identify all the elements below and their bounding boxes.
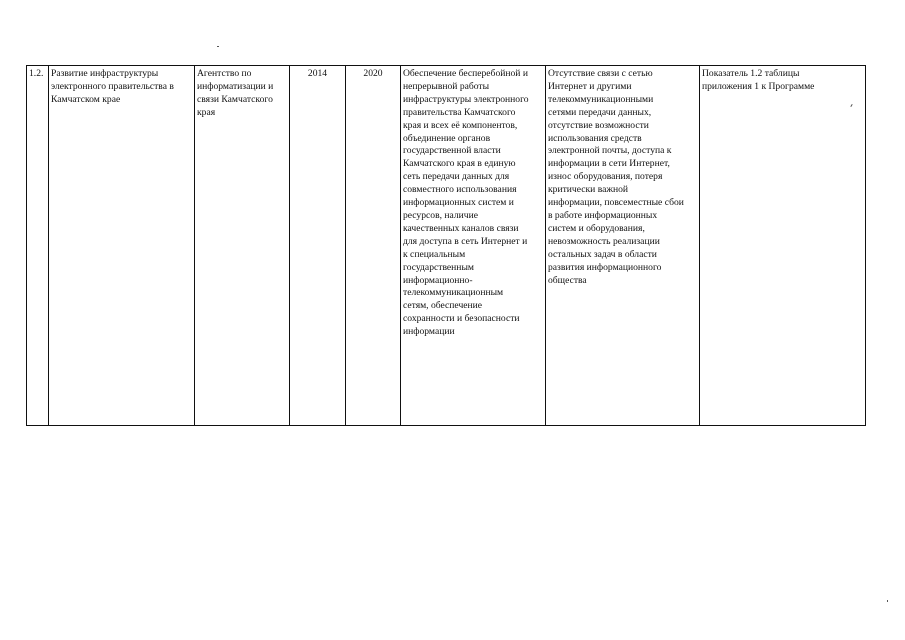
table-row: [27, 66, 866, 426]
program-measures-table: [26, 65, 866, 426]
end-year-cell: [346, 66, 401, 426]
expected-result: Обеспечение бесперебойной и непрерывной работы инфраструктуры электронного правительства Камчатского края и всех её компонентов, объединение органов государственной власти Камчатского края в единую сеть передачи данных для совместного использования информационных систем и ресурсов, наличие качественных каналов связи для доступа в сеть Интернет и к специальным государственным информационно- телекоммуникационным сетям, обеспечение сохранности и безопасности информации: [403, 68, 529, 338]
measure-name-cell: [49, 66, 195, 426]
start-year-cell: [290, 66, 346, 426]
end-year: 2020: [363, 68, 383, 79]
scan-speck-margin: [887, 600, 888, 602]
measure-name: Развитие инфраструктуры электронного правительства в Камчатском крае: [51, 68, 174, 105]
expected-result-cell: [401, 66, 546, 426]
start-year: 2014: [307, 68, 328, 79]
scan-speck-top: [217, 46, 219, 47]
row-number: 1.2.: [29, 68, 44, 79]
non-implementation-consequences: Отсутствие связи с сетью Интернет и другими телекоммуникационными сетями передачи данных, отсутствие возможности использования средств электронной почты, доступа к информации в сети Интернет, износ оборудования, потеря критически важной информации, повсеместные сбои в работе информационных систем и оборудования, невозможность реализации остальных задач в области развития информационного общества: [548, 68, 684, 286]
consequences-cell: [546, 66, 700, 426]
indicator-reference: Показатель 1.2 таблицы приложения 1 к Программе: [702, 68, 815, 92]
row-number-cell: [27, 66, 49, 426]
executor: Агентство по информатизации и связи Камчатского края: [197, 68, 274, 118]
executor-cell: [195, 66, 290, 426]
indicator-cell: [700, 66, 866, 426]
